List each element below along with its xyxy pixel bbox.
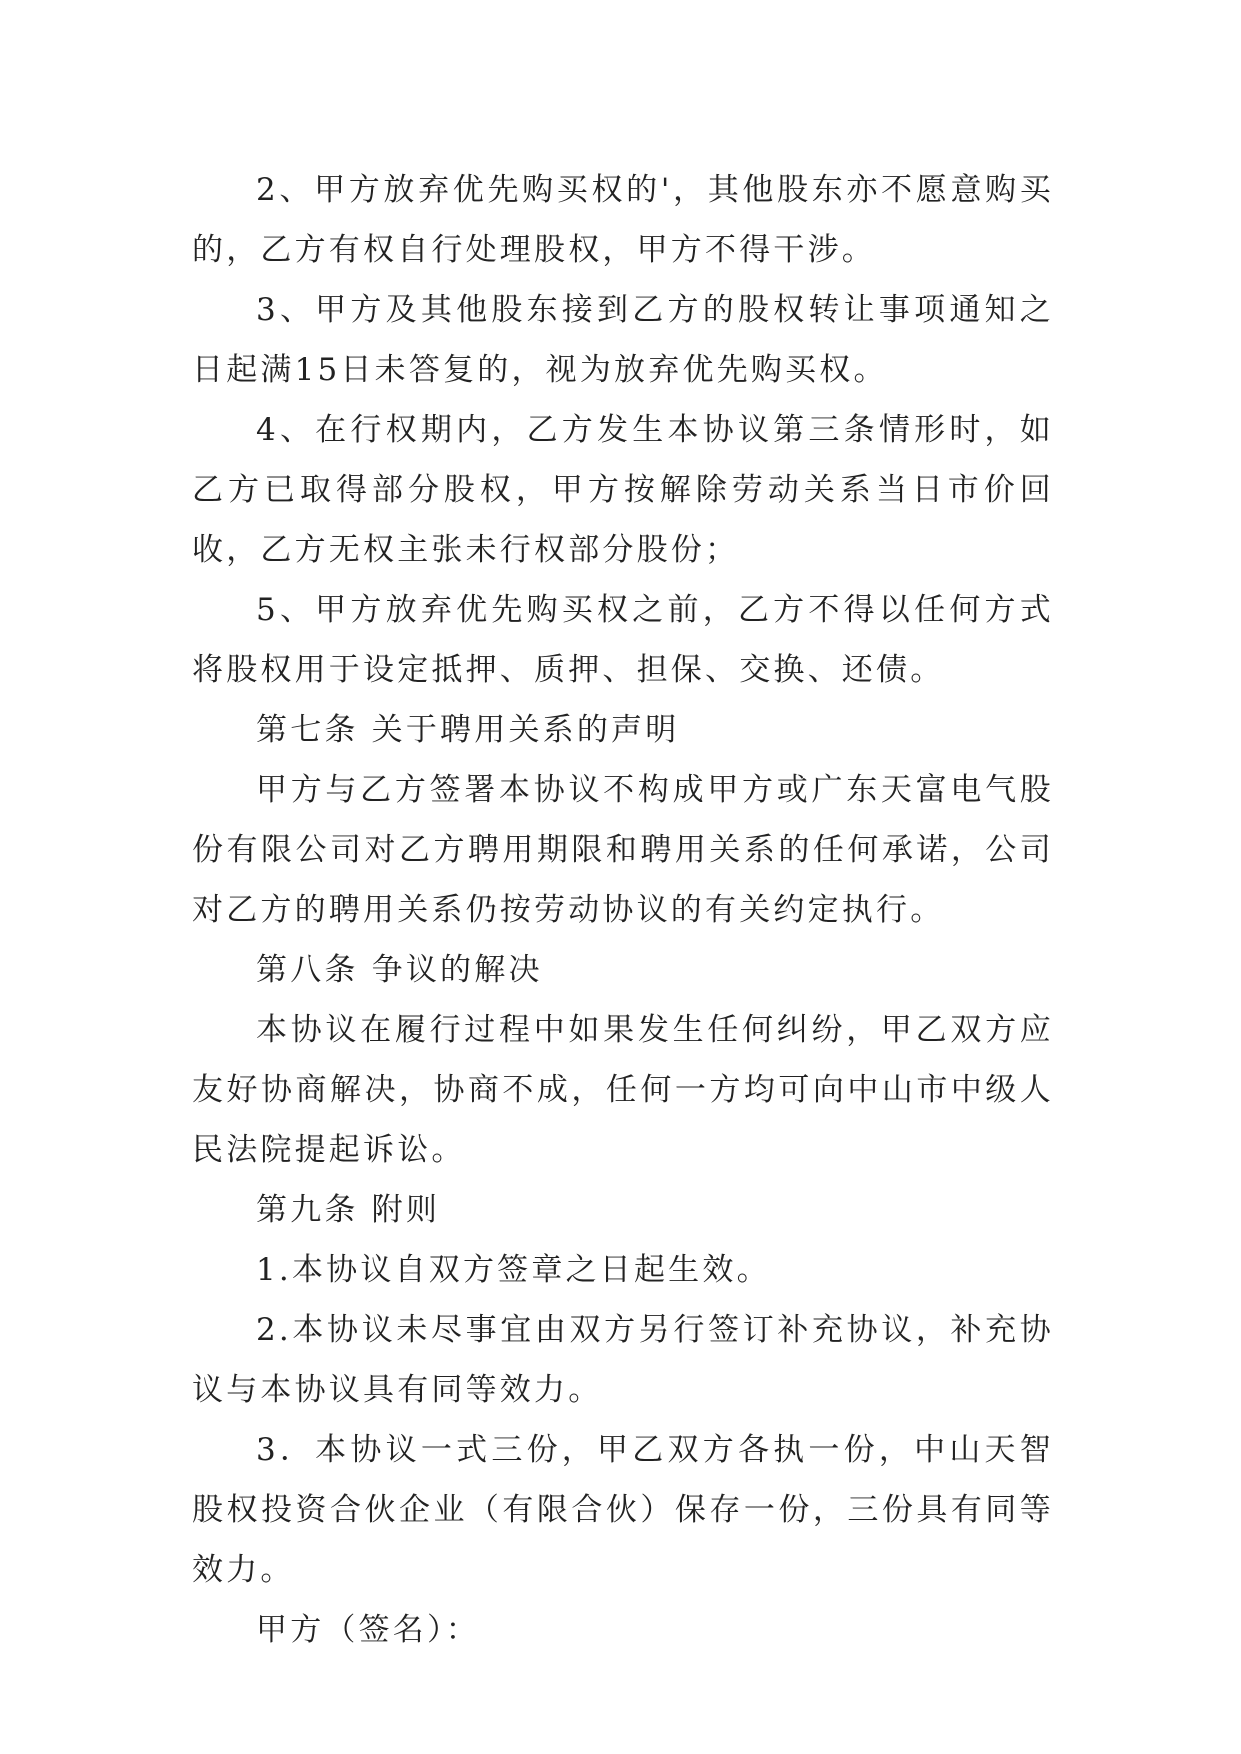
supplementary-clause-2: 2.本协议未尽事宜由双方另行签订补充协议，补充协议与本协议具有同等效力。 bbox=[192, 1312, 1054, 1408]
clause-paragraph-2: 2、甲方放弃优先购买权的'，其他股东亦不愿意购买的，乙方有权自行处理股权，甲方不得干涉。 bbox=[192, 172, 1054, 268]
article-7-heading: 第七条 关于聘用关系的声明 bbox=[256, 712, 680, 748]
document-body bbox=[192, 160, 1054, 1660]
party-a-signature-label: 甲方（签名）： bbox=[256, 1612, 480, 1648]
clause-paragraph-4: 4、在行权期内，乙方发生本协议第三条情形时，如乙方已取得部分股权，甲方按解除劳动关系当日市价回收，乙方无权主张未行权部分股份； bbox=[192, 412, 1054, 568]
clause-paragraph-3: 3、甲方及其他股东接到乙方的股权转让事项通知之日起满15日未答复的，视为放弃优先购买权。 bbox=[192, 292, 1054, 388]
dispute-resolution-paragraph: 本协议在履行过程中如果发生任何纠纷，甲乙双方应友好协商解决，协商不成，任何一方均可向中山市中级人民法院提起诉讼。 bbox=[192, 1012, 1054, 1168]
employment-statement-paragraph: 甲方与乙方签署本协议不构成甲方或广东天富电气股份有限公司对乙方聘用期限和聘用关系的任何承诺，公司对乙方的聘用关系仍按劳动协议的有关约定执行。 bbox=[192, 772, 1054, 928]
clause-paragraph-5: 5、甲方放弃优先购买权之前，乙方不得以任何方式将股权用于设定抵押、质押、担保、交换、还债。 bbox=[192, 592, 1054, 688]
article-9-heading: 第九条 附则 bbox=[256, 1192, 441, 1228]
supplementary-clause-3: 3．本协议一式三份，甲乙双方各执一份，中山天智股权投资合伙企业（有限合伙）保存一份，三份具有同等效力。 bbox=[192, 1432, 1054, 1588]
article-8-heading: 第八条 争议的解决 bbox=[256, 952, 543, 988]
supplementary-clause-1: 1.本协议自双方签章之日起生效。 bbox=[256, 1252, 771, 1288]
